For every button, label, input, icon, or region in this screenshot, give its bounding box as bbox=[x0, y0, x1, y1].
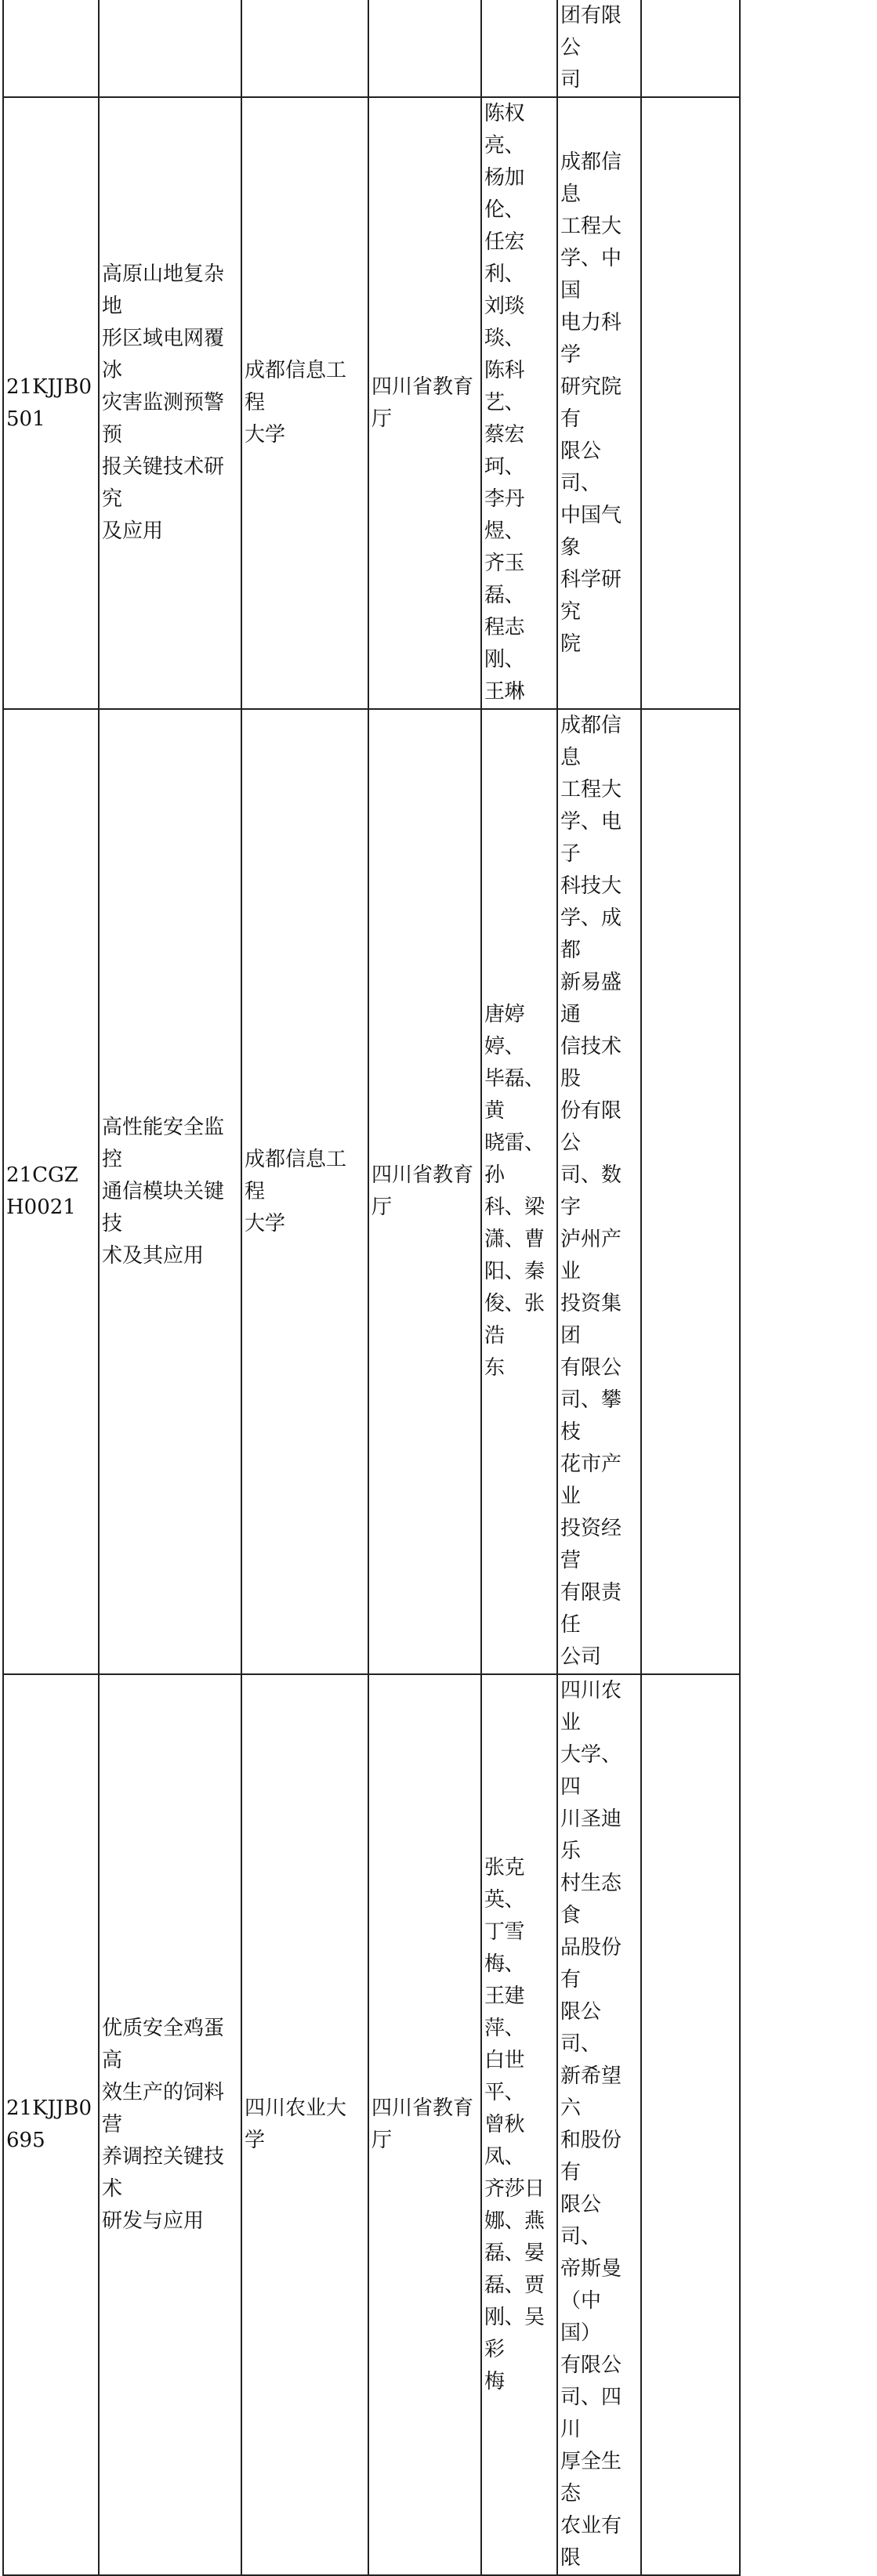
completing-orgs-cell: 四川农业 大学、四 川圣迪乐 村生态食 品股份有 限公司、 新希望六 和股份有 限公司、 帝斯曼 （中国） 有限公 司、四川 厚全生态 农业有限 bbox=[557, 1674, 641, 2575]
completing-orgs-cell: 成都信息 工程大 学、电子 科技大 学、成都 新易盛通 信技术股 份有限公 司、数字 泸州产业 投资集团 有限公 司、攀枝 花市产业 投资经营 有限责任 公司 bbox=[557, 709, 641, 1674]
completing-unit-cell bbox=[241, 0, 368, 97]
project-id-cell bbox=[3, 0, 99, 97]
completers-cell bbox=[481, 0, 557, 97]
notes-cell bbox=[641, 1674, 740, 2575]
completing-unit-cell: 四川农业大学 bbox=[241, 1674, 368, 2575]
completing-orgs-cell: 成都信息 工程大 学、中国 电力科学 研究院有 限公司、 中国气象 科学研究 院 bbox=[557, 97, 641, 709]
project-id-cell: 21CGZH0021 bbox=[3, 709, 99, 1674]
recommender-cell: 四川省教育 厅 bbox=[368, 709, 481, 1674]
project-id-cell: 21KJJB0695 bbox=[3, 1674, 99, 2575]
notes-cell bbox=[641, 97, 740, 709]
project-name-cell: 高性能安全监控 通信模块关键技 术及其应用 bbox=[99, 709, 241, 1674]
project-name-cell: 优质安全鸡蛋高 效生产的饲料营 养调控关键技术 研发与应用 bbox=[99, 1674, 241, 2575]
notes-cell bbox=[641, 709, 740, 1674]
completers-cell: 陈权亮、 杨加伦、 任宏利、 刘琰琰、 陈科艺、 蔡宏珂、 李丹煜、 齐玉磊、 程志刚、 王琳 bbox=[481, 97, 557, 709]
table-row bbox=[3, 0, 740, 97]
table-row bbox=[3, 1674, 740, 2575]
completers-cell: 张克英、 丁雪梅、 王建萍、 白世平、 曾秋凤、 齐莎日 娜、燕 磊、晏 磊、贾 刚、吴彩 梅 bbox=[481, 1674, 557, 2575]
recommender-cell: 四川省教育 厅 bbox=[368, 1674, 481, 2575]
project-name-cell bbox=[99, 0, 241, 97]
completing-orgs-cell: 团有限公 司 bbox=[557, 0, 641, 97]
project-id-cell: 21KJJB0501 bbox=[3, 97, 99, 709]
award-table bbox=[2, 0, 741, 2576]
project-name-cell: 高原山地复杂地 形区域电网覆冰 灾害监测预警预 报关键技术研究 及应用 bbox=[99, 97, 241, 709]
recommender-cell: 四川省教育 厅 bbox=[368, 97, 481, 709]
completing-unit-cell: 成都信息工程 大学 bbox=[241, 97, 368, 709]
table-row bbox=[3, 709, 740, 1674]
recommender-cell bbox=[368, 0, 481, 97]
completing-unit-cell: 成都信息工程 大学 bbox=[241, 709, 368, 1674]
notes-cell bbox=[641, 0, 740, 97]
table-row bbox=[3, 97, 740, 709]
completers-cell: 唐婷婷、 毕磊、黄 晓雷、孙 科、梁 潇、曹 阳、秦 俊、张浩 东 bbox=[481, 709, 557, 1674]
